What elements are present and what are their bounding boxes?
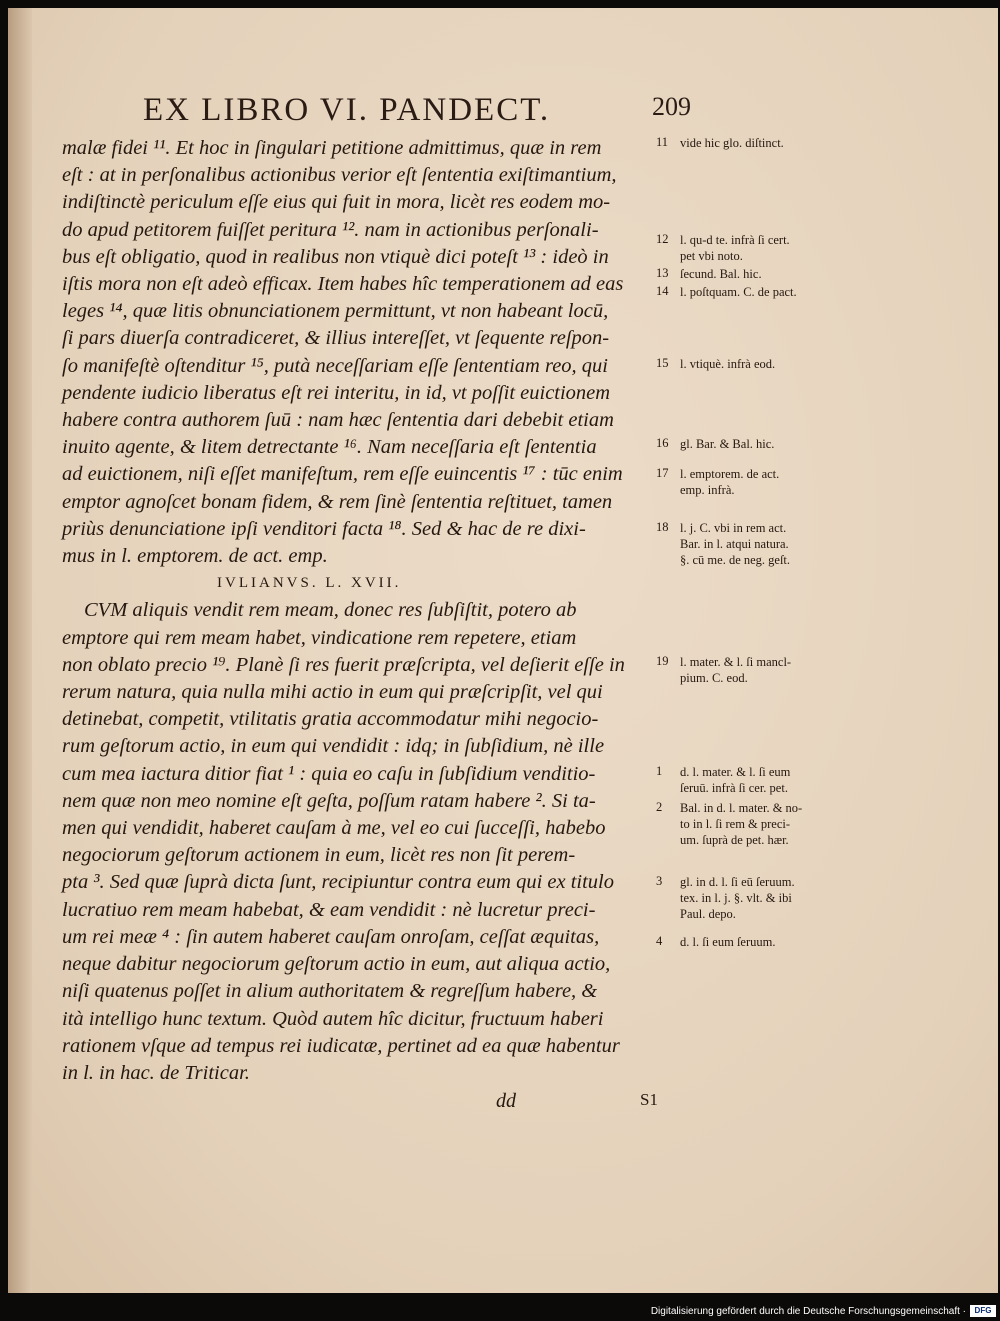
note-line: emp. infrà. <box>680 483 735 497</box>
note-line: l. j. C. vbi in rem act. <box>680 521 787 535</box>
signature-mark: S1 <box>640 1090 658 1109</box>
note-marker: 15 <box>656 356 669 370</box>
text-line: nem quæ non meo nomine eſt geſta, poſſum ratam habere ². Si ta- <box>62 789 596 812</box>
text-line: rum geſtorum actio, in eum qui vendidit : idq; in ſubſidium, nè ille <box>62 735 605 758</box>
catchword: dd <box>496 1090 516 1112</box>
note-marker: 3 <box>656 874 663 888</box>
text-line: indiſtinctè periculum eſſe eius qui fuit in mora, licèt res eodem mo- <box>62 191 611 214</box>
note-marker: 1 <box>656 764 663 778</box>
note-line: l. poſtquam. C. de pact. <box>680 285 797 299</box>
note-marker: 11 <box>656 135 669 149</box>
book-page <box>8 8 998 1293</box>
text-line: ſo manifeſtè oſtenditur ¹⁵, putà neceſſariam eſſe ſententiam reo, qui <box>62 354 608 377</box>
note-line: §. cū me. de neg. geſt. <box>680 553 791 567</box>
text-line: negociorum geſtorum actionem in eum, licèt res non ſit perem- <box>62 844 576 867</box>
side-note <box>656 232 866 264</box>
text-line: eſt : at in perſonalibus actionibus verior eſt ſententia exiſtimantium, <box>62 164 617 187</box>
text-line: neque dabitur negociorum geſtorum actio in eum, aut aliqua actio, <box>62 953 611 976</box>
text-line: mus in l. emptorem. de act. emp. <box>62 545 328 568</box>
text-line: rationem vſque ad tempus rei iudicatæ, pertinet ad ea quæ habentur <box>62 1034 620 1057</box>
text-line: non oblato precio ¹⁹. Planè ſi res fuerit præſcripta, vel deſierit eſſe in <box>62 653 625 676</box>
text-line: pta ³. Sed quæ ſuprà dicta ſunt, recipiuntur contra eum qui ex titulo <box>62 871 614 894</box>
side-note <box>656 800 866 848</box>
note-marker: 14 <box>656 284 669 298</box>
note-marker: 4 <box>656 934 663 948</box>
note-line: to in l. ſi rem & preci- <box>680 817 791 831</box>
text-line: in l. in hac. de Triticar. <box>62 1061 250 1084</box>
side-note <box>656 934 866 950</box>
note-line: d. l. ſi eum ſeruum. <box>680 935 776 949</box>
note-line: Paul. depo. <box>680 907 736 921</box>
text-line: do apud petitorem fuiſſet peritura ¹². nam in actionibus perſonali- <box>62 218 599 241</box>
side-note <box>656 874 866 922</box>
note-line: l. mater. & l. ſi mancl- <box>680 655 792 669</box>
text-line: malæ fidei ¹¹. Et hoc in ſingulari petitione admittimus, quæ in rem <box>62 137 602 159</box>
side-note <box>656 356 866 372</box>
side-note <box>656 466 866 498</box>
text-line: iſtis mora non eſt adeò efficax. Item habes hîc temperationem ad eas <box>62 273 624 296</box>
note-line: gl. in d. l. ſi eū ſeruum. <box>680 875 795 889</box>
text-line: ità intelligo hunc textum. Quòd autem hîc dicitur, fructuum haberi <box>62 1007 604 1030</box>
note-marker: 18 <box>656 520 669 534</box>
note-line: vide hic glo. diſtinct. <box>680 136 784 150</box>
text-line: cum mea iactura ditior fiat ¹ : quia eo caſu in ſubſidium venditio- <box>62 762 596 785</box>
note-line: ſecund. Bal. hic. <box>680 267 762 281</box>
note-marker: 19 <box>656 654 669 668</box>
page-number: 209 <box>652 92 691 121</box>
text-line: pendente iudicio liberatus eſt rei interitu, in id, vt poſſit euictionem <box>62 381 611 404</box>
page-spine-shadow <box>8 8 32 1293</box>
text-line: detinebat, competit, vtilitatis gratia accommodatur mihi negocio- <box>62 708 599 731</box>
side-note <box>656 520 866 568</box>
text-line: niſi quatenus poſſet in alium authoritatem & regreſſum habere, & <box>62 980 598 1003</box>
text-line: ſi pars diuerſa contradiceret, & illius intereſſet, vt ſequente reſpon- <box>62 327 610 350</box>
dfg-logo: DFG <box>970 1305 996 1317</box>
main-text-block <box>62 135 652 1087</box>
digitization-credit: Digitalisierung gefördert durch die Deutsche Forschungsgemeinschaft · <box>650 1306 966 1317</box>
note-line: tex. in l. j. §. vlt. & ibi <box>680 891 792 905</box>
text-line: ad euictionem, niſi eſſet manifeſtum, rem eſſe euincentis ¹⁷ : tūc enim <box>62 463 623 486</box>
note-line: ſeruū. infrà ſi cer. pet. <box>680 781 788 795</box>
note-line: l. qu-d te. infrà ſi cert. <box>680 233 790 247</box>
note-line: d. l. mater. & l. ſi eum <box>680 765 791 779</box>
note-line: pium. C. eod. <box>680 671 748 685</box>
text-line: bus eſt obligatio, quod in realibus non vtiquè dici poteſt ¹³ : ideò in <box>62 245 609 268</box>
side-note <box>656 284 866 300</box>
text-line: lucratiuo rem meam habebat, & eam vendidit : nè lucretur preci- <box>62 898 596 921</box>
side-note <box>656 266 866 282</box>
note-line: Bar. in l. atqui natura. <box>680 537 789 551</box>
note-line: gl. Bar. & Bal. hic. <box>680 437 775 451</box>
note-line: pet vbi noto. <box>680 249 743 263</box>
note-line: l. emptorem. de act. <box>680 467 780 481</box>
note-line: um. ſuprà de pet. hær. <box>680 833 789 847</box>
running-header: EX LIBRO VI. PANDECT. <box>143 92 551 128</box>
text-line: men qui vendidit, haberet cauſam à me, vel eo cui ſucceſſi, habebo <box>62 817 606 840</box>
side-note <box>656 135 866 151</box>
note-marker: 12 <box>656 232 669 246</box>
side-note <box>656 654 866 686</box>
note-marker: 13 <box>656 266 669 280</box>
text-line: emptore qui rem meam habet, vindicatione rem repetere, etiam <box>62 626 577 649</box>
text-line: habere contra authorem ſuū : nam hæc ſententia dari debebit etiam <box>62 409 614 432</box>
text-line: rerum natura, quia nulla mihi actio in eum qui præſcripſit, vel qui <box>62 681 603 704</box>
note-marker: 2 <box>656 800 663 814</box>
text-line: emptor agnoſcet bonam fidem, & rem ſinè ſententia reſtituet, tamen <box>62 490 613 513</box>
note-marker: 16 <box>656 436 669 450</box>
section-heading: IVLIANVS. L. XVII. <box>217 575 402 592</box>
note-line: Bal. in d. l. mater. & no- <box>680 801 803 815</box>
note-line: l. vtiquè. infrà eod. <box>680 357 776 371</box>
text-line: inuito agente, & litem detrectante ¹⁶. Nam neceſſaria eſt ſententia <box>62 436 597 459</box>
note-marker: 17 <box>656 466 669 480</box>
side-note <box>656 436 866 452</box>
text-line: CVM aliquis vendit rem meam, donec res ſubſiſtit, potero ab <box>84 599 577 622</box>
text-line: um rei meæ ⁴ : ſin autem haberet cauſam onroſam, ceſſat æquitas, <box>62 925 600 948</box>
text-line: priùs denunciatione ipſi venditori facta ¹⁸. Sed & hac de re dixi- <box>62 517 586 540</box>
side-note <box>656 764 866 796</box>
text-line: leges ¹⁴, quæ litis obnunciationem permittunt, vt non habeant locū, <box>62 300 609 323</box>
